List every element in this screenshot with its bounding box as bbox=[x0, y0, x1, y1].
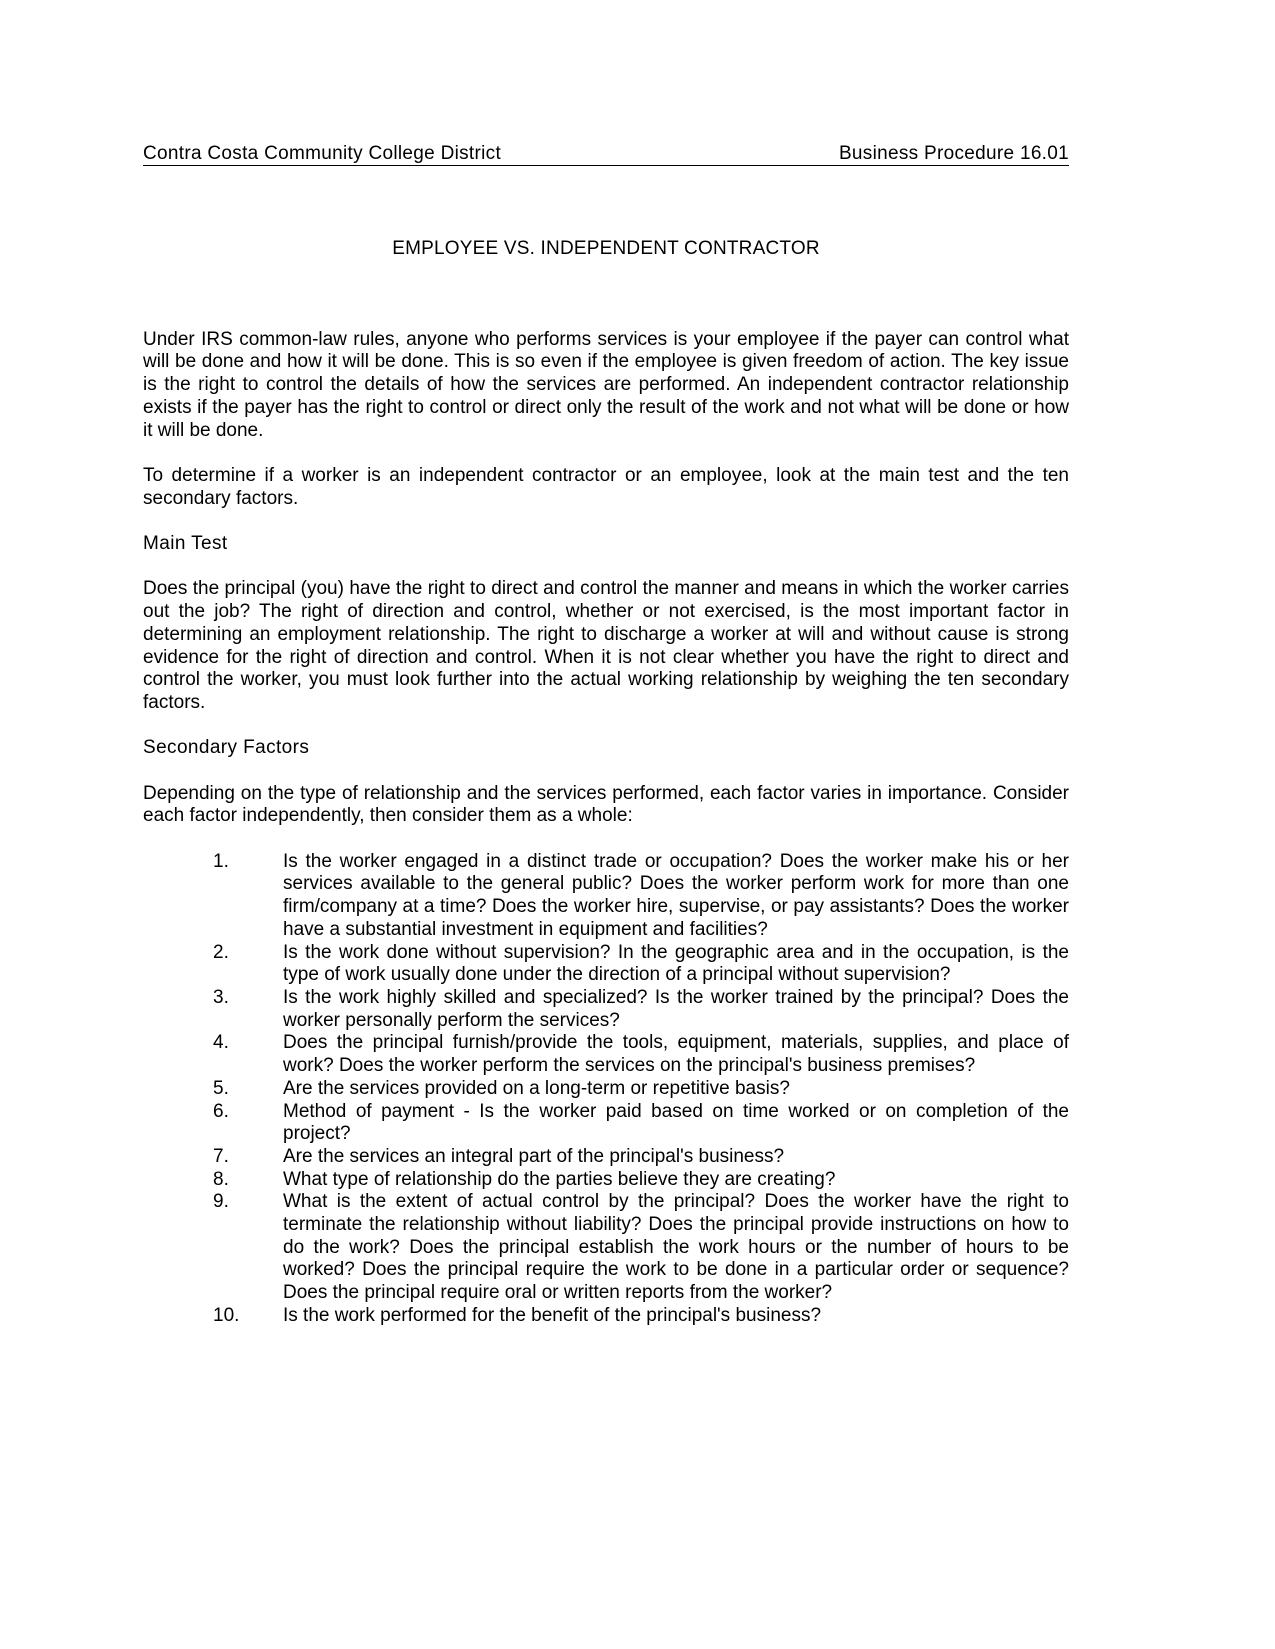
secondary-factors-paragraph: Depending on the type of relationship and the services performed, each factor varies in importance. Consider each factor independently, then consider them as a whole: bbox=[143, 782, 1069, 827]
list-text: Is the worker engaged in a distinct trade or occupation? Does the worker make his or her services available to the general public? Does the worker perform work for more than one firm/company at a time? Does the worker hire, supervise, or pay assistants? Does the worker have a substantial investment in equipment and facilities? bbox=[283, 850, 1069, 940]
secondary-factors-list bbox=[143, 851, 1069, 1328]
list-item bbox=[143, 1078, 1069, 1101]
list-text: Are the services an integral part of the principal's business? bbox=[283, 1145, 785, 1167]
list-number: 4. bbox=[213, 1032, 229, 1054]
list-number: 1. bbox=[213, 850, 229, 872]
list-text: What is the extent of actual control by the principal? Does the worker have the right to terminate the relationship without liability? Does the principal provide instructions on how to do the work? Does the principal establish the work hours or the number of hours to be worked? Does the principal require the work to be done in a particular order or sequence? Does the principal require oral or written reports from the worker? bbox=[283, 1191, 1069, 1304]
list-item bbox=[143, 1032, 1069, 1077]
list-item bbox=[143, 987, 1069, 1032]
list-item bbox=[143, 942, 1069, 987]
list-item bbox=[143, 1191, 1069, 1305]
list-text: Is the work performed for the benefit of the principal's business? bbox=[283, 1304, 822, 1326]
list-number: 6. bbox=[213, 1100, 229, 1122]
list-item bbox=[143, 1146, 1069, 1169]
main-test-paragraph: Does the principal (you) have the right to direct and control the manner and means in which the worker carries out the job? The right of direction and control, whether or not exercised, is the most important factor in determining an employment relationship. The right to discharge a worker at will and without cause is strong evidence for the right of direction and control. When it is not clear whether you have the right to direct and control the worker, you must look further into the actual working relationship by weighing the ten secondary factors. bbox=[143, 578, 1069, 713]
list-text: Does the principal furnish/provide the tools, equipment, materials, supplies, and place of work? Does the worker perform the services on the principal's business premises? bbox=[283, 1032, 1069, 1077]
list-item bbox=[143, 1305, 1069, 1328]
document-page bbox=[143, 143, 1069, 1328]
list-number: 10. bbox=[213, 1304, 240, 1326]
list-number: 8. bbox=[213, 1168, 229, 1190]
intro-paragraph: Under IRS common-law rules, anyone who performs services is your employee if the payer can control what will be done and how it will be done. This is so even if the employee is given freedom of action. The key issue is the right to control the details of how the services are performed. An independent contractor relationship exists if the payer has the right to control or direct only the result of the work and not what will be done or how it will be done. bbox=[143, 328, 1069, 441]
header-procedure-number: Business Procedure 16.01 bbox=[838, 143, 1069, 164]
secondary-factors-heading: Secondary Factors bbox=[143, 737, 310, 759]
list-item bbox=[143, 851, 1069, 942]
list-text: Is the work done without supervision? In the geographic area and in the occupation, is the type of work usually done under the direction of a principal without supervision? bbox=[283, 941, 1069, 986]
list-number: 3. bbox=[213, 987, 229, 1008]
list-item bbox=[143, 1169, 1069, 1192]
list-text: What type of relationship do the parties believe they are creating? bbox=[283, 1168, 836, 1190]
list-item bbox=[143, 1101, 1069, 1146]
list-number: 7. bbox=[213, 1145, 229, 1167]
list-text: Is the work highly skilled and specialized? Is the worker trained by the principal? Does the worker personally perform the services? bbox=[283, 987, 1069, 1031]
page-header bbox=[143, 143, 1069, 166]
list-text: Method of payment - Is the worker paid based on time worked or on completion of the project? bbox=[283, 1100, 1069, 1145]
document-title: EMPLOYEE VS. INDEPENDENT CONTRACTOR bbox=[392, 238, 820, 259]
list-number: 2. bbox=[213, 941, 229, 963]
determine-paragraph: To determine if a worker is an independent contractor or an employee, look at the main test and the ten secondary factors. bbox=[143, 464, 1069, 509]
list-number: 5. bbox=[213, 1077, 229, 1099]
header-organization: Contra Costa Community College District bbox=[143, 143, 502, 164]
main-test-heading: Main Test bbox=[143, 533, 228, 554]
list-number: 9. bbox=[213, 1191, 229, 1213]
list-text: Are the services provided on a long-term or repetitive basis? bbox=[283, 1077, 790, 1099]
